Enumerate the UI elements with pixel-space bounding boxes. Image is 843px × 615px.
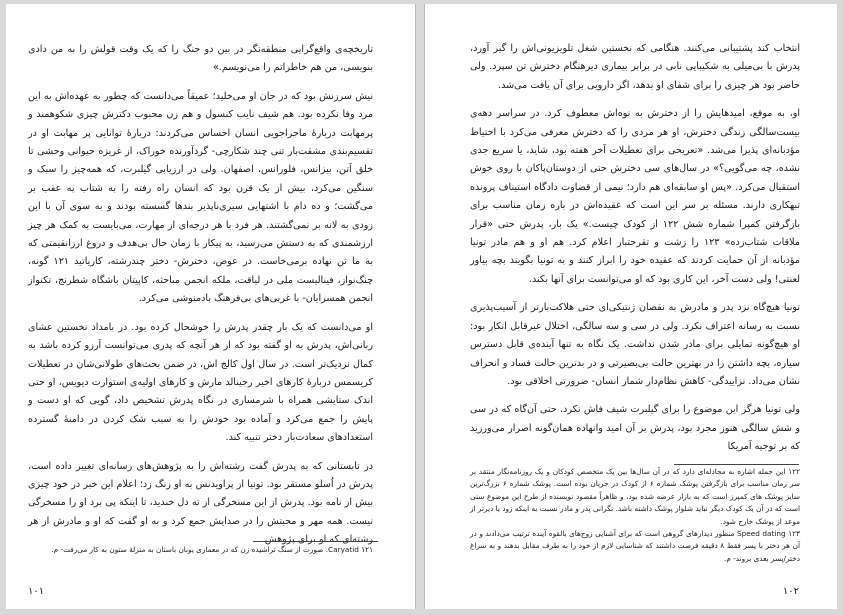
right-footnote-divider — [674, 464, 799, 465]
right-body-text — [470, 40, 800, 467]
left-paragraph-2: نیش سرزنش بود که در جان او می‌خلید؛ عمیقاً می‌دانست که چطور به عهده‌اش به این مرد وفا نکرده بود. هم شیف نایب کنسول و هم زن محبوب دکترش چیزی شکوهمند و پرمهابت دربارهٔ ماجراجویی انسان احساس می‌کردند: دربارهٔ توانایی پر مهابت او در تقسیم‌بندی مشقت‌بار تنی چند شکارچی- گردآورنده خوراک، از غریزه حیوانی وحشی تا خلق آتن، بیزانس، فلورانس، اصفهان. ولی در ارزیابی گیلبرت، که همه‌چیز را سبک و سنگین می‌کرد، بیش از یک قرن بود که انسان راه رفته را به شتاب به عقب بر می‌گشت؛ و ده دام با اشتهایی سیری‌ناپذیر بندها گسسته بودند و به سوی آن با این زودی به لانه بر نمی‌گشتند. هر فرد با هر درجه‌ای از مهارت، می‌بایست به کمک هر چیز ارزشمندی که به دستش می‌رسید، به پیکار با زمان حال بی‌هدف و دروغ ارزانقیمتی که به ما تن نهاده برمی‌خاست. در عوض، دخترش- دختر چندرشته، کاریاتید ۱۲۱ گونه، چنگ‌نواز، فینالیست ملی در لیاقت، ملکه انجمن مباحثه، کاپیتان باشگاه شطرنج، تکنواز انجمن همسرایان- با غربی‌های بی‌فرهنگ بادمنوشی می‌کرد. — [28, 90, 374, 305]
right-footnote-123: ۱۲۳ Speed dating منظور دیدارهای گروهی است که برای آشنایی زوج‌های بالقوه آینده ترتیب می‌دادند و در آن هر دختر با پسر فقط ۸ دقیقه فرصت داشتند که شناسایی لازم از خود را به طرف مقابل بدهند و به سراغ دختر/پسر بعدی بروند- م. — [470, 529, 800, 563]
right-page — [425, 4, 837, 609]
right-paragraph-4: ولی تونیا هرگز این موضوع را برای گیلبرت شیف فاش نکرد. حتی آن‌گاه که در سی و شش سالگی هنوز مجرد بود، پدرش بر آن امید وانهاده همان‌گونه اصرار می‌ورزید که بر توجیه آمریکا — [470, 404, 800, 453]
right-paragraph-2: او، به موقع، امیدهایش را از دخترش به نوه‌اش معطوف کرد. در سراسر دهه‌ی بیست‌سالگی زندگی دخترش، او هر مردی را که دخترش معرفی می‌کرد با احتیاط مؤدبانه‌ای پذیرا می‌شد. «تعریحی برای تعطیلات آخر هفته بود، شاید، یا سریع جدی نشده، چه می‌گویی؟» در سال‌های سی دخترش حتی از دوستان‌پاکان با روی خوش استقبال می‌کرد. «پس او سابقه‌ای هم دارد؛ نیمی از قضاوت دادگاه استیناف پرونده تبهکاری دارند. مسئله بر سر این است که عقیده‌اش در باره زمان مناسب برای بازگرفتن کمپرا شماره شش ۱۲۲ از کودک چیست.» یک بار، پدرش حتی «قرار ملاقات شتاب‌زده» ۱۲۳ را زشت و تقرحتبار اعلام کرد. هم او و هم مادر تونیا مؤدبانه از آن حمایت کردند که عقیده خود را ابراز کنند و به تونیا بگویند بچه بیاور لعنتی! ولی دست آخر، این کاری بود که او می‌توانست برای آنها بکند. — [470, 108, 800, 285]
left-body-text — [28, 41, 373, 560]
left-paragraph-4: در تابستانی که به پدرش گفت رشته‌اش را به پژوهش‌های رسانه‌ای تغییر داده است، پدرش در اُسلو مستقر بود. تونیا از پراویدنس به او زنگ زد؛ اعلام این خبر در خود چیزی بیش از نامه بود. پدرش از این مسخرگی از ته دل خندید، تا اینکه پی برد او را مسخرگی نیست. همه مهر و محبتش را در صدایش جمع کرد و به او گفت که او و مادرش از هر رشته‌ای که او برای پژوهش — [28, 460, 373, 546]
left-page-number: ۱۰۱ — [28, 586, 45, 597]
right-footnotes — [470, 466, 800, 565]
left-paragraph-3: او می‌دانست که یک بار چقدر پدرش را خوشحال کرده بود. در بامداد نخستین عشای ربانی‌اش، پدرش به او گفته بود که از هر آنچه که پدری می‌توانست آرزو کرده باشد به کمال نزدیک‌تر است. در سال اول کالج اش، در ضمن بحث‌های طولانی‌شان در تعطیلات کریسمس دربارهٔ کارهای اخیر رجینالد مارش و کارهای اولیه‌ی استوارت دیویس، او حتی اندک ستایشی همراه با شرمساری در نگاه پدرش تشخیص داد، گویی که او دست و پایش را جمع می‌کرد و آماده بود خودش را به سبب شک کردن در دامنهٔ گسترده استعدادهای سعادت‌بار دختر تنبیه کند. — [28, 321, 373, 444]
right-footnote-122: ۱۲۲ این جمله اشاره به مجادله‌ای دارد که در آن سال‌ها بین یک متخصص کودکان و یک روزنامه‌نگار منتقد بر سر زمان مناسب برای بازگرفتن پوشک شماره ۶ از کودک در جریان بوده است. پوشک شماره ۶ بزرگ‌ترین سایز پوشک های کمپرز است که به بازار عرضه شده بود، و ظاهراً مقصود نویسنده از طرح این موضوع سنی است که در آن یک کودک دیگر نباید شلوار پوشک داشته باشد. نگرانی پدر و مادر نسبت به اینکه زود یا دیرتر از موعد از پوشک خارج شود. — [470, 467, 800, 526]
left-footnote-121: ۱۲۱ Caryatid. صورت از سنگ تراشیده زن که در معماری یونان باستان به منزلهٔ ستون به کار می‌رفت- م. — [51, 545, 373, 554]
left-paragraph-1: تاریخچه‌ی واقع‌گرایی منطقه‌نگر در بین دو جنگ را که یک وقت قولش را به من دادی بنویسی، من هم خاطراتم را می‌نویسم.» — [28, 44, 373, 74]
left-footnotes — [28, 544, 373, 556]
left-footnote-divider — [253, 541, 378, 542]
right-page-number: ۱۰۲ — [782, 586, 799, 597]
left-page — [6, 4, 415, 609]
right-paragraph-1: انتخاب کند پشتیبانی می‌کنند. هنگامی که نخستین شغل تلویزیونی‌اش را گیر آورد، پدرش با بی‌میلی به شکیبایی نابی در برابر بیماری دیرهنگام دخترش تن سپرد. ولی حاضر بود هر چیزی را برای شفای او بدهد، اگر دارویی برای آن یافت می‌شد. — [470, 43, 800, 91]
right-paragraph-3: تونیا هیچ‌گاه نزد پدر و مادرش به نقصان ژنتیکی‌ای حتی هلاکت‌بارتر از آسیب‌پذیری نسبت به رسانه اعتراف نکرد. ولی در سی و سه سالگی، اختلال غیرقابل انکار بود: او هیچ‌گونه تمایلی برای مادر شدن نداشت. یک نگاه به تنها آینده‌ی قابل دسترس سیاره، بچه داشتن را در بهترین حالت بی‌بصیرتی و در بدترین حالت فساد و انحراف نشان می‌داد. نزاییدگی- کاهش نظام‌دار شمار انسان- ضرورتی اخلاقی بود. — [470, 302, 800, 387]
